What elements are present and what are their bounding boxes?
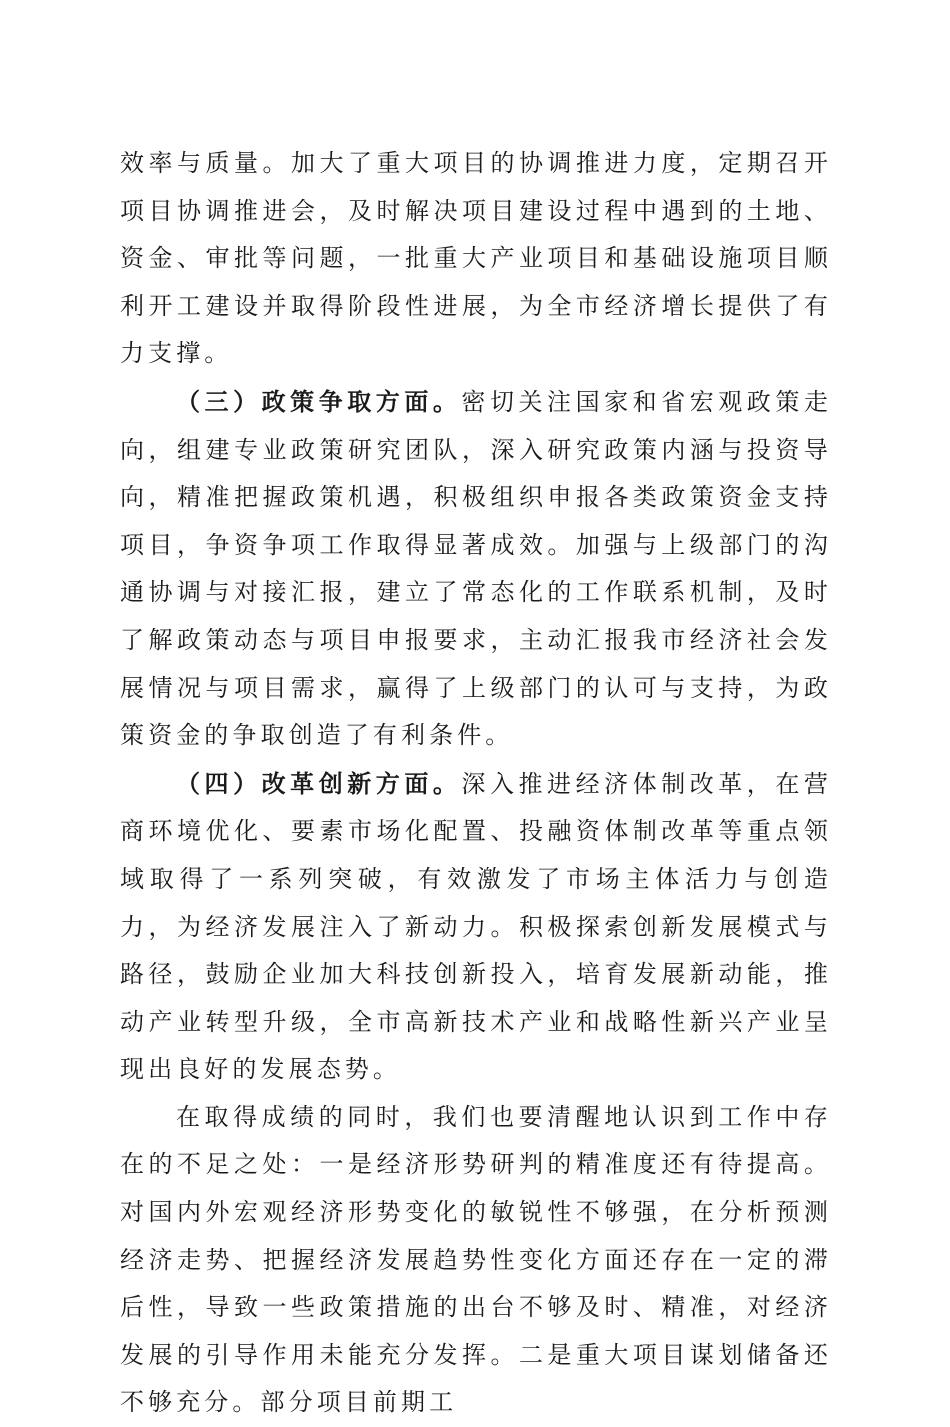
paragraph-2 <box>120 378 832 760</box>
body-text <box>120 140 832 1427</box>
paragraph-3-text: 深入推进经济体制改革，在营商环境优化、要素市场化配置、投融资体制改革等重点领域取得了一系列突破，有效激发了市场主体活力与创造力，为经济发展注入了新动力。积极探索创新发展模式与路径，鼓励企业加大科技创新投入，培育发展新动能，推动产业转型升级，全市高新技术产业和战略性新兴产业呈现出良好的发展态势。 <box>120 769 832 1084</box>
section-heading-4: （四）改革创新方面。 <box>176 768 462 798</box>
paragraph-1 <box>120 140 832 378</box>
paragraph-1-text: 效率与质量。加大了重大项目的协调推进力度，定期召开项目协调推进会，及时解决项目建设过程中遇到的土地、资金、审批等问题，一批重大产业项目和基础设施项目顺利开工建设并取得阶段性进展，为全市经济增长提供了有力支撑。 <box>120 149 832 368</box>
paragraph-4 <box>120 1094 832 1427</box>
paragraph-2-text: 密切关注国家和省宏观政策走向，组建专业政策研究团队，深入研究政策内涵与投资导向，精准把握政策机遇，积极组织申报各类政策资金支持项目，争资争项工作取得显著成效。加强与上级部门的沟通协调与对接汇报，建立了常态化的工作联系机制，及时了解政策动态与项目申报要求，主动汇报我市经济社会发展情况与项目需求，赢得了上级部门的认可与支持，为政策资金的争取创造了有利条件。 <box>120 387 832 750</box>
paragraph-3 <box>120 760 832 1094</box>
paragraph-4-text: 在取得成绩的同时，我们也要清醒地认识到工作中存在的不足之处：一是经济形势研判的精准度还有待提高。对国内外宏观经济形势变化的敏锐性不够强，在分析预测经济走势、把握经济发展趋势性变化方面还存在一定的滞后性，导致一些政策措施的出台不够及时、精准，对经济发展的引导作用未能充分发挥。二是重大项目谋划储备还不够充分。部分项目前期工 <box>120 1102 832 1417</box>
section-heading-3: （三）政策争取方面。 <box>176 386 462 416</box>
